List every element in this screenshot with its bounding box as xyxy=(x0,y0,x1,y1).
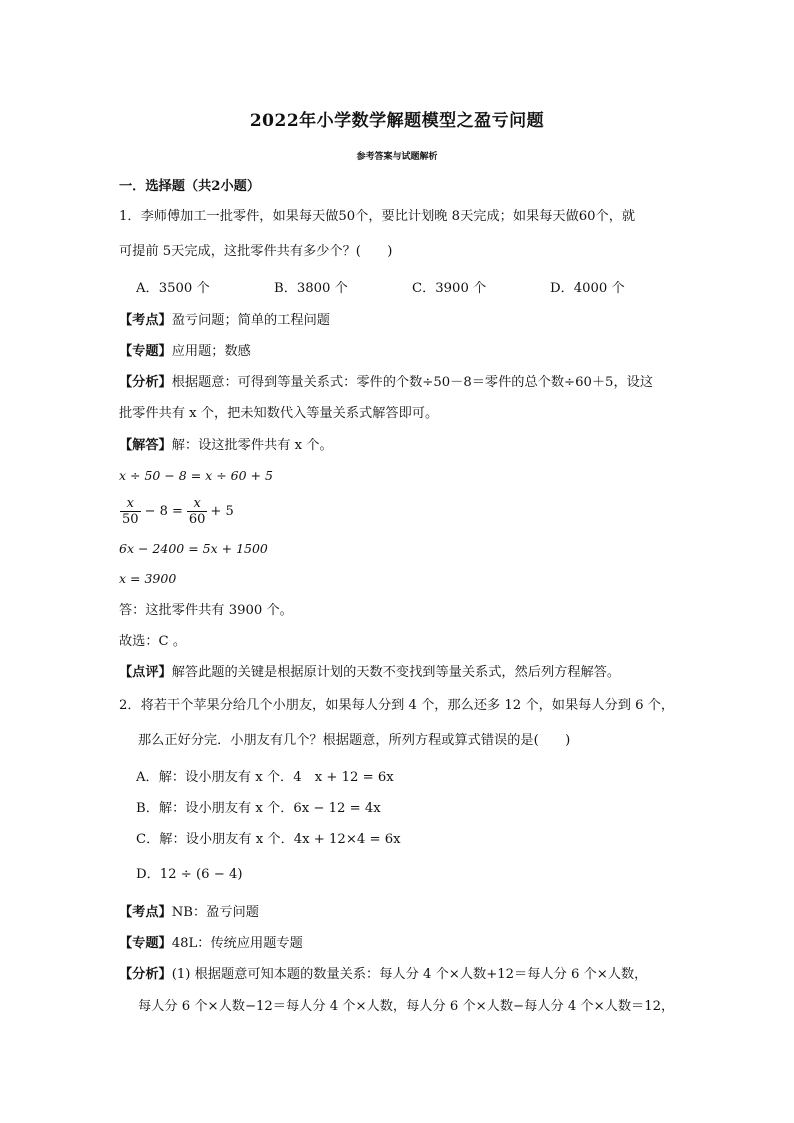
q1-jieda-tag: 【解答】 xyxy=(119,438,172,453)
q1-fenxi-line2: 批零件共有 x 个，把未知数代入等量关系式解答即可。 xyxy=(119,406,439,421)
q2-option-a: A．解：设小朋友有 x 个．4 x + 12 = 6x xyxy=(136,770,394,785)
q1-kaodian-text: 盈亏问题；简单的工程问题 xyxy=(171,313,330,328)
q1-fenxi-line1 xyxy=(119,374,679,392)
q1-jieda-text: 解：设这批零件共有 x 个。 xyxy=(171,438,333,453)
q2-stem-line2: 那么正好分完．小朋友有几个？根据题意，所列方程或算式错误的是( ) xyxy=(138,733,571,748)
q1-stem-line2: 可提前 5天完成，这批零件共有多少个？( ) xyxy=(119,244,393,259)
section-heading: 一．选择题（共2小题） xyxy=(119,179,261,194)
q1-fraction-b xyxy=(187,496,208,527)
q1-option-d: D．4000 个 xyxy=(550,281,625,296)
q2-stem-line1: 2．将若干个苹果分给几个小朋友，如果每人分到 4 个，那么还多 12 个，如果每人分到 6 个， xyxy=(119,698,675,713)
q1-stem-line1: 1．李师傅加工一批零件，如果每天做50个，要比计划晚 8天完成；如果每天做60个，就 xyxy=(119,209,636,224)
q1-fenxi-tag: 【分析】 xyxy=(119,375,172,390)
q2-option-b: B．解：设小朋友有 x 个．6x − 12 = 4x xyxy=(136,801,381,816)
q1-fraction-a-num: x xyxy=(120,496,141,512)
q1-dianping-tag: 【点评】 xyxy=(119,665,172,680)
q1-dianping xyxy=(119,664,679,682)
q1-equation-3: 6x − 2400 = 5x + 1500 xyxy=(119,541,268,556)
q2-fenxi-tag: 【分析】 xyxy=(119,967,172,982)
q1-fraction-b-den: 60 xyxy=(188,512,206,527)
q1-option-b: B．3800 个 xyxy=(274,281,348,296)
q1-options xyxy=(136,280,696,298)
q2-zhuanti-tag: 【专题】 xyxy=(119,936,172,951)
q1-fraction-a xyxy=(120,496,141,527)
q1-equation-2-mid: − 8 = xyxy=(144,504,183,519)
q2-zhuanti-text: 48L：传统应用题专题 xyxy=(171,936,303,951)
q1-zhuanti xyxy=(119,343,679,361)
q1-dianping-text: 解答此题的关键是根据原计划的天数不变找到等量关系式，然后列方程解答。 xyxy=(171,665,621,680)
q2-option-c: C．解：设小朋友有 x 个．4x + 12×4 = 6x xyxy=(136,832,401,847)
q1-equation-1: x ÷ 50 − 8 = x ÷ 60 + 5 xyxy=(119,468,273,483)
q2-fenxi-line2: 每人分 6 个×人数−12＝每人分 4 个×人数，每人分 6 个×人数−每人分 4 个×人数＝12， xyxy=(138,999,675,1014)
q1-equation-2-end: + 5 xyxy=(210,504,234,519)
q2-fenxi-line1 xyxy=(119,966,679,984)
q1-equation-2 xyxy=(119,496,234,527)
q1-zhuanti-text: 应用题；数感 xyxy=(171,344,251,359)
q1-choice: 故选：C 。 xyxy=(119,634,187,649)
q1-jieda xyxy=(119,437,679,455)
q2-kaodian-text: NB：盈亏问题 xyxy=(171,905,259,920)
q2-option-d: D．12 ÷ (6 − 4) xyxy=(136,867,243,882)
q1-option-c: C．3900 个 xyxy=(412,281,487,296)
q1-fraction-a-den: 50 xyxy=(122,512,139,527)
q2-zhuanti xyxy=(119,935,679,953)
document-title: 2022年小学数学解题模型之盈亏问题 xyxy=(249,111,545,131)
q1-fraction-b-num: x xyxy=(187,496,208,512)
q1-kaodian xyxy=(119,312,679,330)
q1-answer: 答：这批零件共有 3900 个。 xyxy=(119,603,293,618)
q2-kaodian-tag: 【考点】 xyxy=(119,905,172,920)
q1-equation-4: x = 3900 xyxy=(119,571,177,586)
q1-zhuanti-tag: 【专题】 xyxy=(119,344,172,359)
q2-kaodian xyxy=(119,904,679,922)
q1-kaodian-tag: 【考点】 xyxy=(119,313,172,328)
q1-option-a: A．3500 个 xyxy=(136,281,210,296)
q1-fenxi-text1: 根据题意：可得到等量关系式：零件的个数÷50－8＝零件的总个数÷60＋5，设这 xyxy=(171,375,654,390)
q2-fenxi-text1: (1) 根据题意可知本题的数量关系：每人分 4 个×人数+12＝每人分 6 个×人数， xyxy=(171,967,648,982)
document-subtitle: 参考答案与试题解析 xyxy=(356,152,438,162)
